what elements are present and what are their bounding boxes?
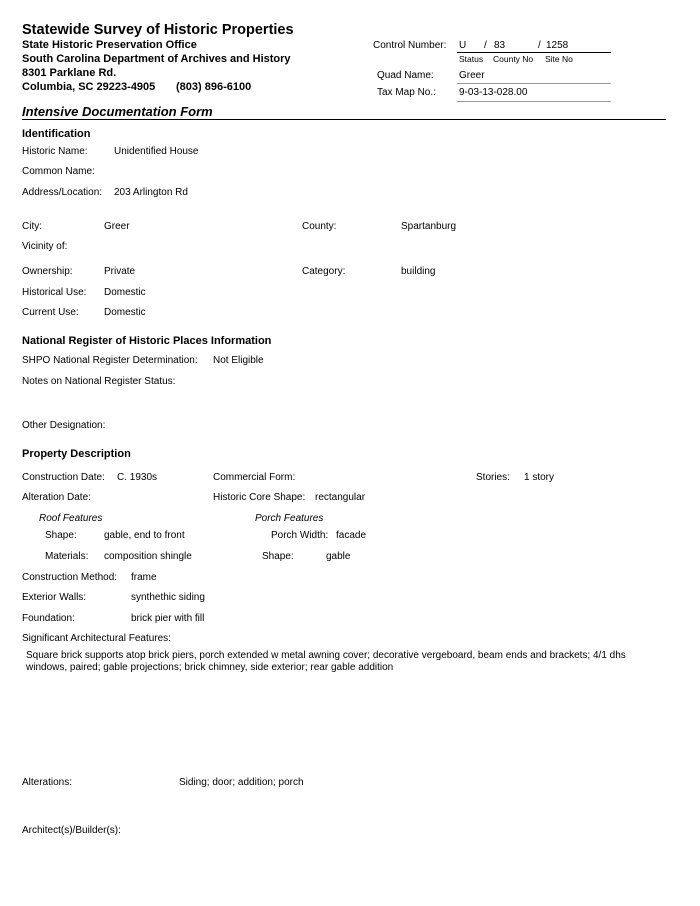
form-title-rule (22, 119, 666, 120)
county-no-caption: County No (493, 54, 534, 64)
ownership-value: Private (104, 266, 136, 277)
nr-determination-label: SHPO National Register Determination: (22, 355, 198, 366)
historic-name-value: Unidentified House (114, 146, 199, 157)
core-shape-value: rectangular (315, 492, 366, 503)
current-use-value: Domestic (104, 307, 146, 318)
property-description-heading: Property Description (22, 448, 131, 460)
alterations-value: Siding; door; addition; porch (179, 777, 304, 788)
other-designation-label: Other Designation: (22, 420, 106, 431)
construction-date-label: Construction Date: (22, 472, 105, 483)
control-site-no: 1258 (546, 40, 569, 51)
category-value: building (401, 266, 436, 277)
quad-name-value: Greer (459, 70, 485, 81)
roof-shape-label: Shape: (45, 530, 77, 541)
county-value: Spartanburg (401, 221, 457, 232)
city-state-zip: Columbia, SC 29223-4905 (22, 81, 156, 93)
core-shape-label: Historic Core Shape: (213, 492, 306, 503)
alterations-label: Alterations: (22, 777, 73, 788)
exterior-walls-value: synthethic siding (131, 592, 205, 603)
construction-method-value: frame (131, 572, 157, 583)
construction-date-value: C. 1930s (117, 472, 158, 483)
architect-builder-label: Architect(s)/Builder(s): (22, 825, 121, 836)
porch-features-heading: Porch Features (255, 513, 324, 524)
status-caption: Status (459, 54, 484, 64)
city-value: Greer (104, 221, 130, 232)
site-no-caption: Site No (545, 54, 573, 64)
roof-materials-value: composition shingle (104, 551, 192, 562)
common-name-label: Common Name: (22, 166, 95, 177)
address-value: 203 Arlington Rd (114, 187, 188, 198)
identification-heading: Identification (22, 128, 91, 140)
foundation-label: Foundation: (22, 613, 75, 624)
control-slash-2: / (538, 40, 541, 51)
significant-features-value: Square brick supports atop brick piers, porch extended w metal awning cover; decorative vergeboard, beam ends and brackets; 4/1 dhs windows, paired; gable projections; brick chimney, side exterior; rear gable addition (26, 650, 626, 673)
department-name: South Carolina Department of Archives and History (22, 53, 291, 65)
county-label: County: (302, 221, 337, 232)
control-number-label: Control Number: (373, 40, 447, 51)
significant-features-label: Significant Architectural Features: (22, 633, 171, 644)
quad-name-label: Quad Name: (377, 70, 434, 81)
porch-shape-label: Shape: (262, 551, 294, 562)
quad-name-rule (457, 83, 611, 84)
street-address: 8301 Parklane Rd. (22, 67, 117, 79)
national-register-heading: National Register of Historic Places Information (22, 335, 272, 347)
vicinity-label: Vicinity of: (22, 241, 68, 252)
exterior-walls-label: Exterior Walls: (22, 592, 87, 603)
commercial-form-label: Commercial Form: (213, 472, 296, 483)
historic-name-label: Historic Name: (22, 146, 88, 157)
phone-number: (803) 896-6100 (176, 81, 252, 93)
porch-width-label: Porch Width: (271, 530, 329, 541)
city-label: City: (22, 221, 42, 232)
stories-label: Stories: (476, 472, 510, 483)
tax-map-label: Tax Map No.: (377, 87, 436, 98)
control-status: U (459, 40, 467, 51)
control-county-no: 83 (494, 40, 506, 51)
category-label: Category: (302, 266, 346, 277)
construction-method-label: Construction Method: (22, 572, 118, 583)
historical-use-value: Domestic (104, 287, 146, 298)
nr-determination-value: Not Eligible (213, 355, 264, 366)
form-title: Intensive Documentation Form (22, 104, 213, 119)
alteration-date-label: Alteration Date: (22, 492, 91, 503)
ownership-label: Ownership: (22, 266, 73, 277)
address-label: Address/Location: (22, 187, 103, 198)
foundation-value: brick pier with fill (131, 613, 205, 624)
control-number-rule (457, 52, 611, 53)
nr-notes-label: Notes on National Register Status: (22, 376, 176, 387)
stories-value: 1 story (524, 472, 555, 483)
roof-features-heading: Roof Features (39, 513, 103, 524)
tax-map-value: 9-03-13-028.00 (459, 87, 528, 98)
control-slash-1: / (484, 40, 487, 51)
porch-shape-value: gable (326, 551, 351, 562)
porch-width-value: facade (336, 530, 367, 541)
office-name: State Historic Preservation Office (22, 39, 197, 51)
historical-use-label: Historical Use: (22, 287, 87, 298)
roof-materials-label: Materials: (45, 551, 89, 562)
tax-map-rule (457, 101, 611, 102)
roof-shape-value: gable, end to front (104, 530, 185, 541)
current-use-label: Current Use: (22, 307, 79, 318)
survey-title: Statewide Survey of Historic Properties (22, 22, 294, 38)
